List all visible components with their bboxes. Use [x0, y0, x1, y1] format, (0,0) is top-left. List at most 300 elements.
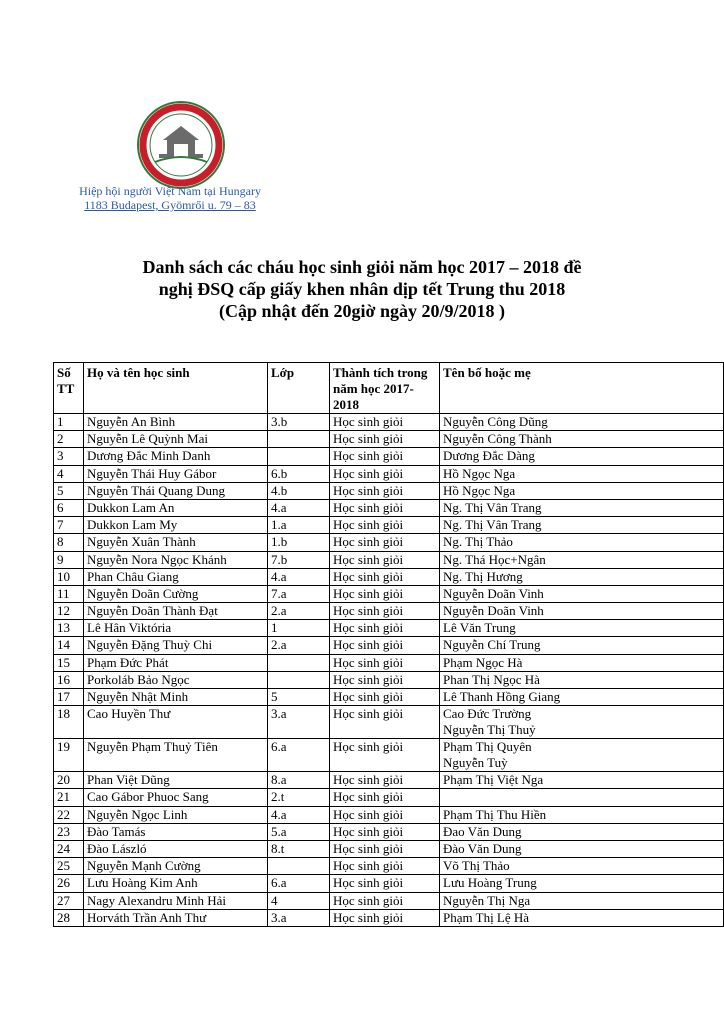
row-number-text: 21: [57, 789, 70, 805]
class-cell: [268, 789, 330, 806]
achievement-cell-text: Học sinh giỏi: [333, 858, 404, 874]
table-row: [54, 706, 724, 739]
achievement-cell-text: Học sinh giỏi: [333, 739, 404, 755]
row-number-text: 22: [57, 806, 70, 822]
table-row: [54, 671, 724, 688]
parent-name-text: Nguyễn Doãn Vinh: [443, 585, 544, 601]
achievement-cell: [330, 499, 440, 516]
parent-name-text: Phạm Thị Quyên: [443, 739, 532, 755]
table-row: [54, 858, 724, 875]
row-number: [54, 637, 84, 654]
parent-name: [440, 620, 724, 637]
achievement-cell: [330, 772, 440, 789]
class-cell-text: 4.b: [271, 482, 288, 498]
achievement-cell-text: Học sinh giỏi: [333, 585, 404, 601]
table-row: [54, 772, 724, 789]
row-number: [54, 534, 84, 551]
achievement-cell-text: Học sinh giỏi: [333, 499, 404, 515]
row-number-text: 4: [57, 465, 64, 481]
parent-name-text: Nguyễn Doãn Vinh: [443, 603, 544, 619]
student-name-text: Cao Huyền Thư: [87, 706, 171, 722]
achievement-cell: [330, 637, 440, 654]
row-number-text: 13: [57, 620, 70, 636]
class-cell-text: 5.a: [271, 823, 287, 839]
achievement-cell: [330, 909, 440, 926]
achievement-cell: [330, 840, 440, 857]
parent-name: [440, 482, 724, 499]
table-row: [54, 568, 724, 585]
student-name: [84, 620, 268, 637]
row-number: [54, 823, 84, 840]
parent-name-text: Nguyễn Công Dũng: [443, 414, 548, 429]
achievement-cell-text: Học sinh giỏi: [333, 482, 404, 498]
parent-name-text: Phan Thị Ngọc Hà: [443, 671, 540, 687]
student-name-text: Phan Châu Giang: [87, 568, 179, 584]
class-cell-text: 4.a: [271, 568, 287, 584]
header-achievement: Thành tích trong năm học 2017-2018: [330, 363, 440, 414]
achievement-cell-text: Học sinh giỏi: [333, 892, 404, 908]
class-cell: [268, 706, 330, 739]
parent-name-text: Ng. Thị Thảo: [443, 534, 513, 550]
row-number-text: 20: [57, 772, 70, 788]
achievement-cell: [330, 858, 440, 875]
row-number: [54, 789, 84, 806]
student-name-text: Nguyễn Nora Ngọc Khánh: [87, 551, 227, 567]
student-name-text: Porkoláb Bảo Ngọc: [87, 671, 190, 687]
class-cell: [268, 637, 330, 654]
class-cell: [268, 654, 330, 671]
student-name: [84, 637, 268, 654]
parent-name-text: Phạm Ngọc Hà: [443, 654, 523, 670]
achievement-cell-text: Học sinh giỏi: [333, 840, 404, 856]
student-name-text: Nguyễn Thái Quang Dung: [87, 482, 226, 498]
class-cell: [268, 823, 330, 840]
achievement-cell-text: Học sinh giỏi: [333, 671, 404, 687]
class-cell-text: 4.a: [271, 806, 287, 822]
row-number: [54, 568, 84, 585]
table-row: [54, 431, 724, 448]
table-row: [54, 414, 724, 431]
class-cell: [268, 671, 330, 688]
parent-name: [440, 534, 724, 551]
row-number: [54, 414, 84, 431]
class-cell: [268, 689, 330, 706]
row-number: [54, 739, 84, 772]
row-number-text: 18: [57, 706, 70, 722]
parent-name: [440, 585, 724, 602]
parent-name: [440, 823, 724, 840]
row-number-text: 26: [57, 875, 70, 891]
student-name: [84, 823, 268, 840]
student-name-text: Nguyễn Nhật Minh: [87, 689, 189, 704]
second-parent-name: Nguyễn Tuỳ: [443, 755, 508, 771]
achievement-cell-text: Học sinh giỏi: [333, 806, 404, 822]
class-cell-text: 4: [271, 892, 278, 908]
class-cell: [268, 551, 330, 568]
achievement-cell: [330, 706, 440, 739]
achievement-cell: [330, 585, 440, 602]
table-row: [54, 499, 724, 516]
student-name: [84, 465, 268, 482]
row-number-text: 12: [57, 603, 70, 619]
student-name: [84, 671, 268, 688]
achievement-cell-text: Học sinh giỏi: [333, 637, 404, 653]
parent-name-text: Nguyễn Công Thành: [443, 431, 552, 447]
achievement-cell-text: Học sinh giỏi: [333, 414, 404, 429]
achievement-cell-text: Học sinh giỏi: [333, 772, 404, 788]
second-parent-name: Nguyễn Thị Thuỷ: [443, 722, 536, 738]
student-name-text: Phạm Đức Phát: [87, 654, 169, 670]
achievement-cell: [330, 517, 440, 534]
header-stt: Số TT: [54, 363, 84, 414]
parent-name: [440, 568, 724, 585]
row-number: [54, 706, 84, 739]
achievement-cell-text: Học sinh giỏi: [333, 603, 404, 619]
row-number: [54, 465, 84, 482]
student-name: [84, 568, 268, 585]
achievement-cell-text: Học sinh giỏi: [333, 823, 404, 839]
student-name-text: Nguyễn Lê Quỳnh Mai: [87, 431, 208, 447]
row-number: [54, 689, 84, 706]
class-cell: [268, 431, 330, 448]
student-name-text: Nagy Alexandru Minh Hải: [87, 892, 227, 908]
student-name-text: Nguyễn Ngọc Linh: [87, 806, 188, 822]
parent-name-text: Ng. Thá Học+Ngân: [443, 551, 546, 567]
row-number-text: 10: [57, 568, 70, 584]
organization-name: Hiệp hội người Việt Nam tại Hungary: [79, 184, 261, 198]
title-line-2: nghị ĐSQ cấp giấy khen nhân dịp tết Trung thu 2018: [158, 279, 566, 299]
student-name: [84, 603, 268, 620]
parent-name-text: Hồ Ngọc Nga: [443, 482, 516, 498]
parent-name-text: Lê Thanh Hồng Giang: [443, 689, 561, 704]
parent-name: [440, 739, 724, 772]
student-name: [84, 585, 268, 602]
achievement-cell: [330, 568, 440, 585]
class-cell-text: 4.a: [271, 499, 287, 515]
student-name-text: Nguyễn Doãn Cường: [87, 585, 199, 601]
student-name: [84, 806, 268, 823]
table-row: [54, 840, 724, 857]
row-number-text: 16: [57, 671, 70, 687]
table-row: [54, 909, 724, 926]
association-logo: [129, 100, 233, 190]
row-number: [54, 482, 84, 499]
parent-name: [440, 431, 724, 448]
class-cell: [268, 517, 330, 534]
class-cell-text: 8.a: [271, 772, 287, 788]
class-cell: [268, 414, 330, 431]
class-cell: [268, 840, 330, 857]
class-cell: [268, 585, 330, 602]
table-row: [54, 448, 724, 465]
parent-name: [440, 789, 724, 806]
student-name-text: Nguyễn Đặng Thuỳ Chi: [87, 637, 213, 653]
row-number-text: 3: [57, 448, 64, 464]
row-number: [54, 892, 84, 909]
achievement-cell: [330, 448, 440, 465]
student-name: [84, 772, 268, 789]
row-number: [54, 603, 84, 620]
row-number: [54, 517, 84, 534]
row-number-text: 23: [57, 823, 70, 839]
student-name: [84, 689, 268, 706]
parent-name-text: Nguyễn Thị Nga: [443, 892, 531, 908]
student-name: [84, 448, 268, 465]
achievement-cell-text: Học sinh giỏi: [333, 706, 404, 722]
parent-name: [440, 465, 724, 482]
table-header-row: [54, 363, 724, 414]
achievement-cell-text: Học sinh giỏi: [333, 909, 404, 925]
table-row: [54, 465, 724, 482]
class-cell: [268, 499, 330, 516]
row-number: [54, 909, 84, 926]
achievement-cell: [330, 654, 440, 671]
class-cell-text: 3.a: [271, 706, 287, 722]
achievement-cell-text: Học sinh giỏi: [333, 517, 404, 533]
student-name: [84, 431, 268, 448]
class-cell: [268, 603, 330, 620]
achievement-cell: [330, 414, 440, 431]
parent-name: [440, 772, 724, 789]
class-cell: [268, 568, 330, 585]
achievement-cell: [330, 875, 440, 892]
student-name: [84, 551, 268, 568]
class-cell: [268, 739, 330, 772]
achievement-cell-text: Học sinh giỏi: [333, 789, 404, 805]
header-class: Lớp: [268, 363, 330, 414]
row-number: [54, 654, 84, 671]
row-number: [54, 431, 84, 448]
row-number-text: 28: [57, 909, 70, 925]
student-name-text: Nguyễn Doãn Thành Đạt: [87, 603, 218, 619]
student-name-text: Dukkon Lam My: [87, 517, 178, 533]
table-row: [54, 689, 724, 706]
student-name: [84, 909, 268, 926]
class-cell-text: 2.a: [271, 603, 287, 619]
class-cell-text: 7.a: [271, 585, 287, 601]
class-cell-text: 7.b: [271, 551, 288, 567]
header-name: Họ và tên học sinh: [84, 363, 268, 414]
row-number: [54, 671, 84, 688]
achievement-cell: [330, 739, 440, 772]
student-name: [84, 706, 268, 739]
class-cell-text: 3.a: [271, 909, 287, 925]
row-number-text: 14: [57, 637, 70, 653]
achievement-cell: [330, 620, 440, 637]
parent-name: [440, 875, 724, 892]
table-row: [54, 637, 724, 654]
parent-name: [440, 689, 724, 706]
parent-name-text: Ng. Thị Hương: [443, 568, 523, 584]
parent-name-text: Phạm Thị Thu Hiền: [443, 806, 547, 822]
student-name: [84, 517, 268, 534]
table-row: [54, 654, 724, 671]
parent-name-text: Phạm Thị Lệ Hà: [443, 909, 530, 925]
student-name: [84, 499, 268, 516]
parent-name-text: Nguyễn Chí Trung: [443, 637, 541, 653]
class-cell: [268, 482, 330, 499]
achievement-cell-text: Học sinh giỏi: [333, 689, 404, 704]
parent-name: [440, 671, 724, 688]
row-number-text: 5: [57, 482, 64, 498]
row-number: [54, 772, 84, 789]
row-number: [54, 551, 84, 568]
achievement-cell: [330, 551, 440, 568]
student-name-text: Lê Hân Viktória: [87, 620, 172, 636]
achievement-cell: [330, 603, 440, 620]
table-row: [54, 892, 724, 909]
parent-name-text: Đao Văn Dung: [443, 823, 522, 839]
row-number: [54, 806, 84, 823]
row-number-text: 8: [57, 534, 64, 550]
class-cell-text: 1: [271, 620, 278, 636]
achievement-cell: [330, 789, 440, 806]
achievement-cell: [330, 892, 440, 909]
table-row: [54, 823, 724, 840]
students-table: [53, 362, 724, 927]
table-row: [54, 482, 724, 499]
class-cell: [268, 875, 330, 892]
class-cell-text: 1.b: [271, 534, 288, 550]
table-row: [54, 875, 724, 892]
student-name: [84, 892, 268, 909]
row-number: [54, 858, 84, 875]
achievement-cell-text: Học sinh giỏi: [333, 448, 404, 464]
row-number-text: 2: [57, 431, 64, 447]
achievement-cell-text: Học sinh giỏi: [333, 431, 404, 447]
student-name-text: Nguyễn An Bình: [87, 414, 176, 429]
parent-name-text: Phạm Thị Việt Nga: [443, 772, 544, 788]
parent-name-text: Dương Đắc Dàng: [443, 448, 535, 464]
row-number-text: 15: [57, 654, 70, 670]
table-row: [54, 551, 724, 568]
student-name-text: Đào László: [87, 840, 147, 856]
class-cell: [268, 806, 330, 823]
table-row: [54, 585, 724, 602]
student-name-text: Nguyễn Mạnh Cường: [87, 858, 201, 874]
student-name: [84, 858, 268, 875]
class-cell: [268, 620, 330, 637]
parent-name: [440, 806, 724, 823]
student-name: [84, 414, 268, 431]
class-cell: [268, 772, 330, 789]
parent-name-text: Lê Văn Trung: [443, 620, 516, 636]
row-number-text: 1: [57, 414, 64, 429]
table-row: [54, 620, 724, 637]
achievement-cell: [330, 465, 440, 482]
student-name: [84, 739, 268, 772]
organization-address-link[interactable]: 1183 Budapest, Gyömrői u. 79 – 83: [84, 198, 256, 212]
row-number-text: 24: [57, 840, 70, 856]
student-name: [84, 654, 268, 671]
achievement-cell-text: Học sinh giỏi: [333, 568, 404, 584]
class-cell: [268, 465, 330, 482]
student-name-text: Nguyễn Thái Huy Gábor: [87, 465, 217, 481]
student-name-text: Dukkon Lam An: [87, 499, 175, 515]
student-name-text: Nguyễn Phạm Thuỷ Tiên: [87, 739, 218, 755]
row-number-text: 27: [57, 892, 70, 908]
row-number: [54, 499, 84, 516]
parent-name-text: Ng. Thị Vân Trang: [443, 499, 542, 515]
class-cell-text: 2.a: [271, 637, 287, 653]
parent-name: [440, 414, 724, 431]
achievement-cell: [330, 482, 440, 499]
student-name-text: Đào Tamás: [87, 823, 146, 839]
parent-name-text: Võ Thị Thảo: [443, 858, 510, 874]
table-row: [54, 517, 724, 534]
parent-name: [440, 637, 724, 654]
parent-name-text: Lưu Hoàng Trung: [443, 875, 537, 891]
class-cell: [268, 534, 330, 551]
table-row: [54, 534, 724, 551]
student-name-text: Lưu Hoàng Kim Anh: [87, 875, 198, 891]
header-parent: Tên bố hoặc mẹ: [440, 363, 724, 414]
class-cell: [268, 448, 330, 465]
table-row: [54, 739, 724, 772]
parent-name: [440, 551, 724, 568]
title-line-1: Danh sách các cháu học sinh giỏi năm học 2017 – 2018 đề: [142, 257, 582, 277]
achievement-cell: [330, 823, 440, 840]
row-number: [54, 840, 84, 857]
parent-name: [440, 858, 724, 875]
parent-name: [440, 654, 724, 671]
class-cell-text: 6.a: [271, 739, 287, 755]
row-number-text: 9: [57, 551, 64, 567]
student-name-text: Phan Việt Dũng: [87, 772, 170, 788]
parent-name: [440, 517, 724, 534]
student-name-text: Cao Gábor Phuoc Sang: [87, 789, 209, 805]
achievement-cell-text: Học sinh giỏi: [333, 465, 404, 481]
organization-block: [55, 184, 285, 212]
achievement-cell: [330, 534, 440, 551]
table-row: [54, 789, 724, 806]
row-number-text: 7: [57, 517, 64, 533]
parent-name: [440, 603, 724, 620]
achievement-cell: [330, 689, 440, 706]
student-name: [84, 482, 268, 499]
parent-name: [440, 706, 724, 739]
row-number: [54, 875, 84, 892]
document-title: [0, 256, 724, 322]
row-number-text: 25: [57, 858, 70, 874]
achievement-cell: [330, 806, 440, 823]
parent-name: [440, 909, 724, 926]
parent-name: [440, 448, 724, 465]
achievement-cell-text: Học sinh giỏi: [333, 551, 404, 567]
table-row: [54, 603, 724, 620]
class-cell-text: 1.a: [271, 517, 287, 533]
achievement-cell: [330, 431, 440, 448]
class-cell-text: 5: [271, 689, 278, 704]
parent-name: [440, 892, 724, 909]
achievement-cell-text: Học sinh giỏi: [333, 875, 404, 891]
table-row: [54, 806, 724, 823]
achievement-cell-text: Học sinh giỏi: [333, 620, 404, 636]
student-name: [84, 875, 268, 892]
class-cell-text: 6.a: [271, 875, 287, 891]
parent-name-text: Hồ Ngọc Nga: [443, 465, 516, 481]
student-name-text: Nguyễn Xuân Thành: [87, 534, 196, 550]
class-cell-text: 6.b: [271, 465, 288, 481]
title-line-3: (Cập nhật đến 20giờ ngày 20/9/2018 ): [218, 301, 505, 321]
row-number-text: 19: [57, 739, 70, 755]
parent-name-text: Cao Đức Trường: [443, 706, 532, 722]
student-name: [84, 840, 268, 857]
achievement-cell: [330, 671, 440, 688]
student-name: [84, 534, 268, 551]
student-name-text: Horváth Trần Anh Thư: [87, 909, 207, 925]
row-number: [54, 620, 84, 637]
